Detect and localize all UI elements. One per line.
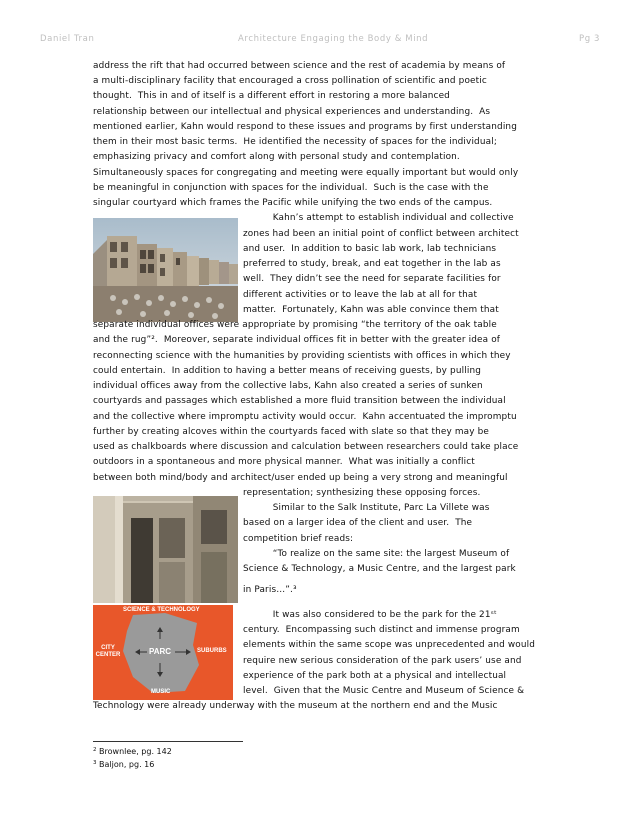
body-line: in Paris…”.³ (243, 585, 297, 595)
body-line: them in their most basic terms. He identified the necessity of spaces for the individual; (93, 137, 497, 147)
body-line: well. They didn’t see the need for separate facilities for (243, 274, 501, 284)
body-line: Simultaneously spaces for congregating and meeting were equally important but would only (93, 168, 519, 178)
body-line: based on a larger idea of the client and user. The (243, 518, 473, 528)
body-line: different activities or to leave the lab at all for that (243, 290, 478, 300)
body-line: relationship between our intellectual and physical experiences and understanding. As (93, 107, 491, 117)
footnote-text: Brownlee, pg. 142 (96, 747, 172, 756)
body-line: Similar to the Salk Institute, Parc La Villete was (243, 503, 490, 513)
body-line: be meaningful in conjunction with spaces for the individual. Such is the case with the (93, 183, 489, 193)
header-page-number: Pg 3 (578, 34, 600, 44)
page-header (40, 34, 600, 46)
body-line: Science & Technology, a Music Centre, and the largest park (243, 564, 516, 574)
body-line: It was also considered to be the park for the 21ˢᵗ (243, 610, 497, 620)
diagram-label-music: MUSIC (151, 689, 171, 695)
body-line: address the rift that had occurred between science and the rest of academia by means of (93, 61, 506, 71)
parc-la-villette-photo (93, 496, 238, 603)
parc-program-diagram (93, 605, 233, 700)
body-line: separate individual offices were appropriate by promising “the territory of the oak table (93, 320, 497, 330)
body-line: a multi-disciplinary facility that encouraged a cross pollination of scientific and poetic (93, 76, 487, 86)
footnote-mark: 3 (93, 760, 97, 766)
body-line: outdoors in a spontaneous and more physical manner. What was initially a conflict (93, 457, 475, 467)
body-line: level. Given that the Music Centre and Museum of Science & (243, 686, 525, 696)
body-line: and the rug”². Moreover, separate individual offices fit in better with the greater idea of (93, 335, 501, 345)
diagram-label-city-center: CITY CENTER (95, 645, 121, 658)
body-line: further by creating alcoves within the courtyards faced with slate so that they may be (93, 427, 490, 437)
body-line: could entertain. In addition to having a better means of receiving guests, by pulling (93, 366, 482, 376)
header-author: Daniel Tran (40, 34, 95, 44)
body-line: emphasizing privacy and comfort along with personal study and contemplation. (93, 152, 460, 162)
body-line: and the collective where impromptu activity would occur. Kahn accentuated the impromptu (93, 412, 517, 422)
body-line: thought. This in and of itself is a different effort in restoring a more balanced (93, 91, 450, 101)
salk-institute-photo (93, 218, 238, 322)
footnote-item (93, 758, 154, 770)
body-line: and user. In addition to basic lab work, lab technicians (243, 244, 497, 254)
body-line: require new serious consideration of the park users’ use and (243, 656, 522, 666)
body-line: singular courtyard which frames the Pacific while unifying the two ends of the campus. (93, 198, 493, 208)
diagram-label-science: SCIENCE & TECHNOLOGY (123, 607, 200, 613)
footnote-divider (93, 741, 243, 742)
body-line: matter. Fortunately, Kahn was able convince them that (243, 305, 499, 315)
body-line: used as chalkboards where discussion and calculation between researchers could take place (93, 442, 519, 452)
body-line: Technology were already underway with the museum at the northern end and the Music (93, 701, 498, 711)
body-line: competition brief reads: (243, 534, 354, 544)
body-line: preferred to study, break, and eat together in the lab as (243, 259, 501, 269)
footnote-text: Baljon, pg. 16 (96, 760, 155, 769)
body-line: Kahn’s attempt to establish individual and collective (243, 213, 514, 223)
body-line: representation; synthesizing these opposing forces. (243, 488, 481, 498)
body-line: “To realize on the same site: the largest Museum of (243, 549, 510, 559)
body-line: experience of the park both at a physical and intellectual (243, 671, 507, 681)
header-title: Architecture Engaging the Body & Mind (238, 34, 429, 44)
body-line: elements within the same scope was unprecedented and would (243, 640, 536, 650)
body-line: between both mind/body and architect/user ended up being a very strong and meaningful (93, 473, 508, 483)
footnote-item (93, 745, 172, 757)
diagram-label-parc: PARC (149, 647, 172, 656)
body-line: mentioned earlier, Kahn would respond to these issues and programs by first understanding (93, 122, 517, 132)
body-line: individual offices away from the collective labs, Kahn also created a series of sunken (93, 381, 483, 391)
footnote-mark: 2 (93, 747, 97, 753)
body-line: courtyards and passages which established a more fluid transition between the individual (93, 396, 506, 406)
body-line: century. Encompassing such distinct and immense program (243, 625, 520, 635)
body-line: reconnecting science with the humanities by providing scientists with offices in which they (93, 351, 511, 361)
diagram-label-suburbs: SUBURBS (197, 648, 227, 654)
body-line: zones had been an initial point of conflict between architect (243, 229, 519, 239)
